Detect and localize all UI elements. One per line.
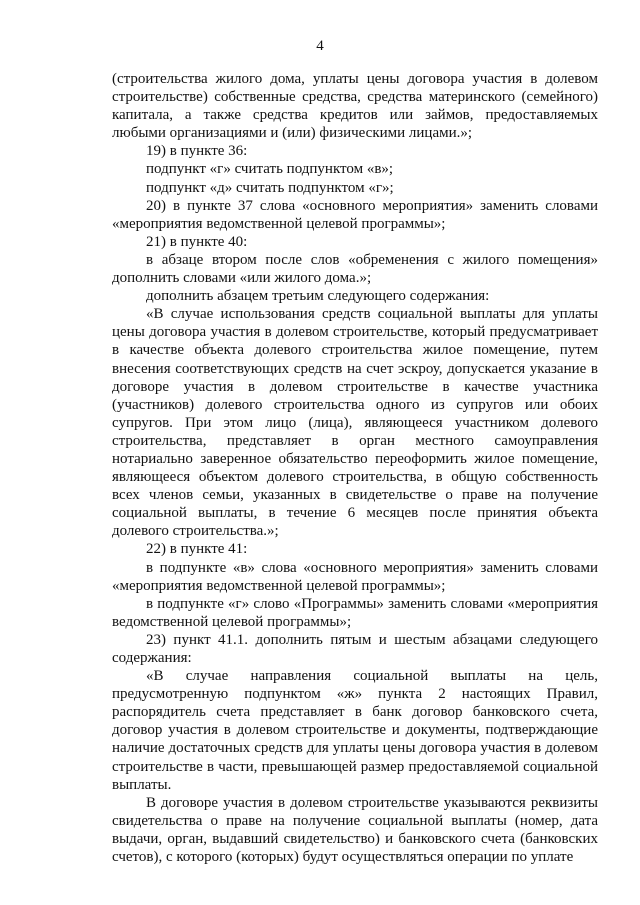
page-number: 4 [316,38,324,54]
paragraph: дополнить абзацем третьим следующего содержания: [146,288,490,305]
paragraph: (строительства жилого дома, уплаты цены договора участия в долевом строительстве) собственные средства, средства материнского (семейного) капитала, а также средства кредитов или займов, предоставляемых любыми организациями и (или) физическими лицами.»; [112,71,598,142]
paragraph: 22) в пункте 41: [146,541,248,558]
paragraph: «В случае использования средств социальной выплаты для уплаты цены договора участия в долевом строительстве, который предусматривает в качестве объекта долевого строительства жилое помещение, путем внесения соответствующих средств на счет эскроу, допускается указание в договоре участия в долевом строительстве в качестве участника (участников) долевого строительства одного из супругов или обоих супругов. При этом лицо (лица), являющееся участником долевого строительства, представляет в орган местного самоуправления нотариально заверенное обязательство переоформить жилое помещение, являющееся объектом долевого строительства, в общую собственность всех членов семьи, указанных в свидетельстве о праве на получение социальной выплаты, в течение 6 месяцев после принятия объекта долевого строительства.»; [112,306,598,540]
paragraph: подпункт «д» считать подпунктом «г»; [146,179,394,196]
document-body [112,70,598,866]
paragraph: в абзаце втором после слов «обременения с жилого помещения» дополнить словами «или жилого дома.»; [112,251,598,287]
paragraph: в подпункте «в» слова «основного мероприятия» заменить словами «мероприятия ведомственной целевой программы»; [112,559,598,594]
paragraph: подпункт «г» считать подпунктом «в»; [146,161,394,178]
paragraph: 21) в пункте 40: [146,233,248,250]
paragraph: 19) в пункте 36: [146,143,248,160]
paragraph: в подпункте «г» слово «Программы» заменить словами «мероприятия ведомственной целевой программы»; [112,595,598,630]
paragraph: 23) пункт 41.1. дополнить пятым и шестым абзацами следующего содержания: [112,631,598,666]
paragraph: «В случае направления социальной выплаты на цель, предусмотренную подпунктом «ж» пункта 2 настоящих Правил, распорядитель счета представляет в банк договор банковского счета, договор участия в долевом строительстве и документы, подтверждающие наличие достаточных средств для уплаты цены договора участия в долевом строительстве в части, превышающей размер предоставляемой социальной выплаты. [112,668,598,793]
paragraph: В договоре участия в долевом строительстве указываются реквизиты свидетельства о праве на получение социальной выплаты (номер, дата выдачи, орган, выдавший свидетельство) и банковского счета (банковских счетов), с которого (которых) будут осуществляться операции по уплате [112,794,598,866]
paragraph: 20) в пункте 37 слова «основного мероприятия» заменить словами «мероприятия ведомственной целевой программы»; [112,197,598,232]
